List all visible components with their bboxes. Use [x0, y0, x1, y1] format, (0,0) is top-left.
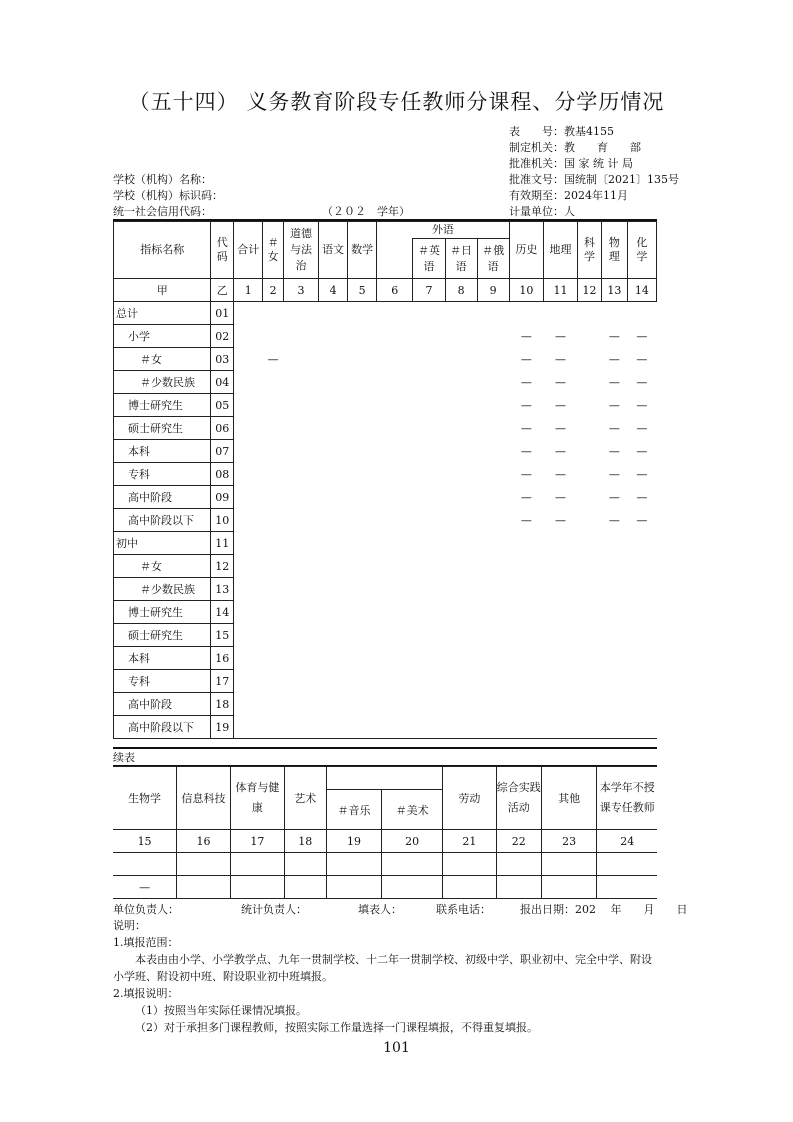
- row-name: 高中阶段: [114, 486, 211, 509]
- cont-data-row: —: [113, 876, 657, 899]
- dash-cell: —: [555, 329, 567, 343]
- dash-cell: —: [555, 352, 567, 366]
- dash-cell: —: [520, 421, 532, 435]
- stat-head: 统计负责人：: [241, 903, 307, 916]
- credit-code-label: 统一社会信用代码：: [113, 205, 212, 218]
- unit: 计量单位：人: [509, 205, 575, 218]
- dash-cell: —: [636, 490, 648, 504]
- dash-cell: —: [555, 398, 567, 412]
- dash-cell: —: [555, 375, 567, 389]
- dash-cell: —: [520, 329, 532, 343]
- table-row: [114, 716, 657, 739]
- dash-cell: —: [636, 398, 648, 412]
- valid-until: 有效期至：2024年11月: [509, 189, 628, 202]
- dash-cell: —: [636, 375, 648, 389]
- row-code: 07: [211, 440, 234, 463]
- table-row: [114, 693, 657, 716]
- table-row: [114, 509, 657, 532]
- dash-cell: —: [636, 513, 648, 527]
- table-row: [114, 555, 657, 578]
- cont-label: 续表: [113, 751, 135, 764]
- issuing-agency: 制定机关：教 育 部: [509, 141, 641, 154]
- col-other: 其他: [541, 767, 597, 830]
- notes-s1-title: 1.填报范围：: [113, 936, 179, 949]
- notes-s2-item1: （1）按照当年实际任课情况填报。: [135, 1004, 307, 1017]
- col-labor: 劳动: [443, 767, 497, 830]
- row-name: ＃女: [114, 348, 211, 371]
- dash-cell: —: [636, 467, 648, 481]
- row-name: 博士研究生: [114, 394, 211, 417]
- col-fine-art: ＃美术: [382, 790, 443, 830]
- table-row: [114, 486, 657, 509]
- cont-top-rule: [113, 747, 657, 749]
- notes-s2-title: 2.填报说明：: [113, 987, 179, 1000]
- dash-cell: —: [608, 421, 620, 435]
- dash-cell: —: [608, 490, 620, 504]
- col-not-teaching: 本学年不授课专任教师: [597, 767, 657, 830]
- form-info: [509, 124, 679, 220]
- col-morality: 道德与法治: [283, 222, 318, 279]
- row-name: ＃少数民族: [114, 578, 211, 601]
- row-name: ＃女: [114, 555, 211, 578]
- row-code: 13: [211, 578, 234, 601]
- filler: 填表人：: [358, 903, 402, 916]
- row-code: 02: [211, 325, 234, 348]
- table-row: [114, 348, 657, 371]
- row-code: 08: [211, 463, 234, 486]
- row-name: 专科: [114, 670, 211, 693]
- form-number: 表 号：教基4155: [509, 125, 614, 138]
- row-code: 04: [211, 371, 234, 394]
- index-row: 甲 乙 1 2 3 4 5 6 7 8 9 10 11 12 13 14: [114, 279, 657, 302]
- row-name: 高中阶段以下: [114, 716, 211, 739]
- col-female: ＃女: [263, 222, 284, 279]
- dash-cell: —: [555, 467, 567, 481]
- row-name: 初中: [114, 532, 211, 555]
- school-id-label: 学校（机构）标识码：: [113, 189, 223, 202]
- col-japanese: ＃日语: [445, 239, 477, 279]
- row-code: 17: [211, 670, 234, 693]
- dash-cell: —: [520, 444, 532, 458]
- col-chemistry: 化学: [627, 222, 656, 279]
- table-row: [114, 394, 657, 417]
- col-math: 数学: [348, 222, 377, 279]
- table-row: [114, 440, 657, 463]
- row-name: 硕士研究生: [114, 624, 211, 647]
- dash-cell: —: [608, 375, 620, 389]
- table-row: [114, 371, 657, 394]
- table-row: [114, 302, 657, 325]
- notes-s1-body: 本表由由小学、小学教学点、九年一贯制学校、十二年一贯制学校、初级中学、职业初中、完全中学、附设小学班、附设初中班、附设职业初中班填报。: [113, 953, 652, 983]
- unit-head: 单位负责人：: [113, 903, 179, 916]
- row-name: 专科: [114, 463, 211, 486]
- col-total: 合计: [234, 222, 263, 279]
- approving-agency: 批准机关：国 家 统 计 局: [509, 157, 633, 170]
- dash-cell: —: [520, 467, 532, 481]
- row-code: 01: [211, 302, 234, 325]
- row-name: 高中阶段: [114, 693, 211, 716]
- row-code: 06: [211, 417, 234, 440]
- col-english: ＃英语: [413, 239, 445, 279]
- col-indicator: 指标名称: [114, 222, 211, 279]
- row-code: 05: [211, 394, 234, 417]
- row-code: 18: [211, 693, 234, 716]
- table-row: [114, 417, 657, 440]
- row-code: 19: [211, 716, 234, 739]
- cont-index-row: 15 16 17 18 19 20 21 22 23 24: [113, 830, 657, 853]
- col-art: 艺术: [284, 767, 326, 830]
- dash-cell: —: [636, 421, 648, 435]
- col-practice: 综合实践活动: [496, 767, 541, 830]
- col-music: ＃音乐: [326, 790, 382, 830]
- dash-cell: —: [520, 375, 532, 389]
- col-physics: 物理: [601, 222, 627, 279]
- dash-cell: —: [555, 513, 567, 527]
- table-row: [114, 532, 657, 555]
- page-number: 101: [383, 1040, 410, 1056]
- notes-heading: 说明：: [113, 919, 146, 932]
- dash-cell: —: [555, 444, 567, 458]
- row-name: ＃少数民族: [114, 371, 211, 394]
- school-name-label: 学校（机构）名称：: [113, 173, 212, 186]
- cont-data-row: [113, 853, 657, 876]
- row-code: 09: [211, 486, 234, 509]
- dash-cell: —: [520, 352, 532, 366]
- col-chinese: 语文: [319, 222, 348, 279]
- table-row: [114, 463, 657, 486]
- dash-cell: —: [608, 513, 620, 527]
- row-code: 10: [211, 509, 234, 532]
- cont-table: [113, 766, 657, 899]
- dash-cell: —: [520, 398, 532, 412]
- col-foreign: 外语: [377, 222, 510, 239]
- row-name: 硕士研究生: [114, 417, 211, 440]
- col-science: 科学: [578, 222, 602, 279]
- dash-cell: —: [608, 467, 620, 481]
- row-name: 博士研究生: [114, 601, 211, 624]
- row-name: 高中阶段以下: [114, 509, 211, 532]
- dash-cell: —: [608, 444, 620, 458]
- dash-cell: —: [608, 329, 620, 343]
- table-row: [114, 601, 657, 624]
- dash-cell: —: [520, 513, 532, 527]
- table-row: [114, 647, 657, 670]
- dash-cell: —: [608, 352, 620, 366]
- col-geography: 地理: [543, 222, 577, 279]
- table-row: [114, 325, 657, 348]
- row-name: 本科: [114, 440, 211, 463]
- dash-cell: —: [267, 352, 279, 366]
- row-code: 15: [211, 624, 234, 647]
- page-title: （五十四） 义务教育阶段专任教师分课程、分学历情况: [128, 90, 665, 114]
- dash-cell: —: [555, 490, 567, 504]
- row-name: 总计: [114, 302, 211, 325]
- dash-cell: —: [555, 421, 567, 435]
- table-row: [114, 670, 657, 693]
- phone: 联系电话：: [436, 903, 491, 916]
- dash-cell: —: [636, 352, 648, 366]
- dash-cell: —: [608, 398, 620, 412]
- table-row: [114, 578, 657, 601]
- col-it: 信息科技: [177, 767, 231, 830]
- row-code: 14: [211, 601, 234, 624]
- row-name: 本科: [114, 647, 211, 670]
- school-year: （２０２ 学年）: [322, 205, 410, 218]
- col-biology: 生物学: [113, 767, 177, 830]
- report-date: 报出日期：202 年 月 日: [520, 903, 688, 916]
- dash-cell: —: [520, 490, 532, 504]
- row-code: 16: [211, 647, 234, 670]
- row-code: 11: [211, 532, 234, 555]
- main-table: [113, 221, 657, 739]
- notes-s2-item2: （2）对于承担多门课程教师，按照实际工作量选择一门课程填报，不得重复填报。: [135, 1021, 538, 1034]
- col-code: 代码: [211, 222, 234, 279]
- col-pe: 体育与健康: [230, 767, 284, 830]
- dash-cell: —: [636, 329, 648, 343]
- col-history: 历史: [509, 222, 543, 279]
- notes: [113, 917, 661, 1036]
- approval-number: 批准文号：国统制〔2021〕135号: [509, 173, 679, 186]
- row-code: 12: [211, 555, 234, 578]
- col-russian: ＃俄语: [477, 239, 509, 279]
- row-name: 小学: [114, 325, 211, 348]
- row-code: 03: [211, 348, 234, 371]
- table-row: [114, 624, 657, 647]
- dash-cell: —: [636, 444, 648, 458]
